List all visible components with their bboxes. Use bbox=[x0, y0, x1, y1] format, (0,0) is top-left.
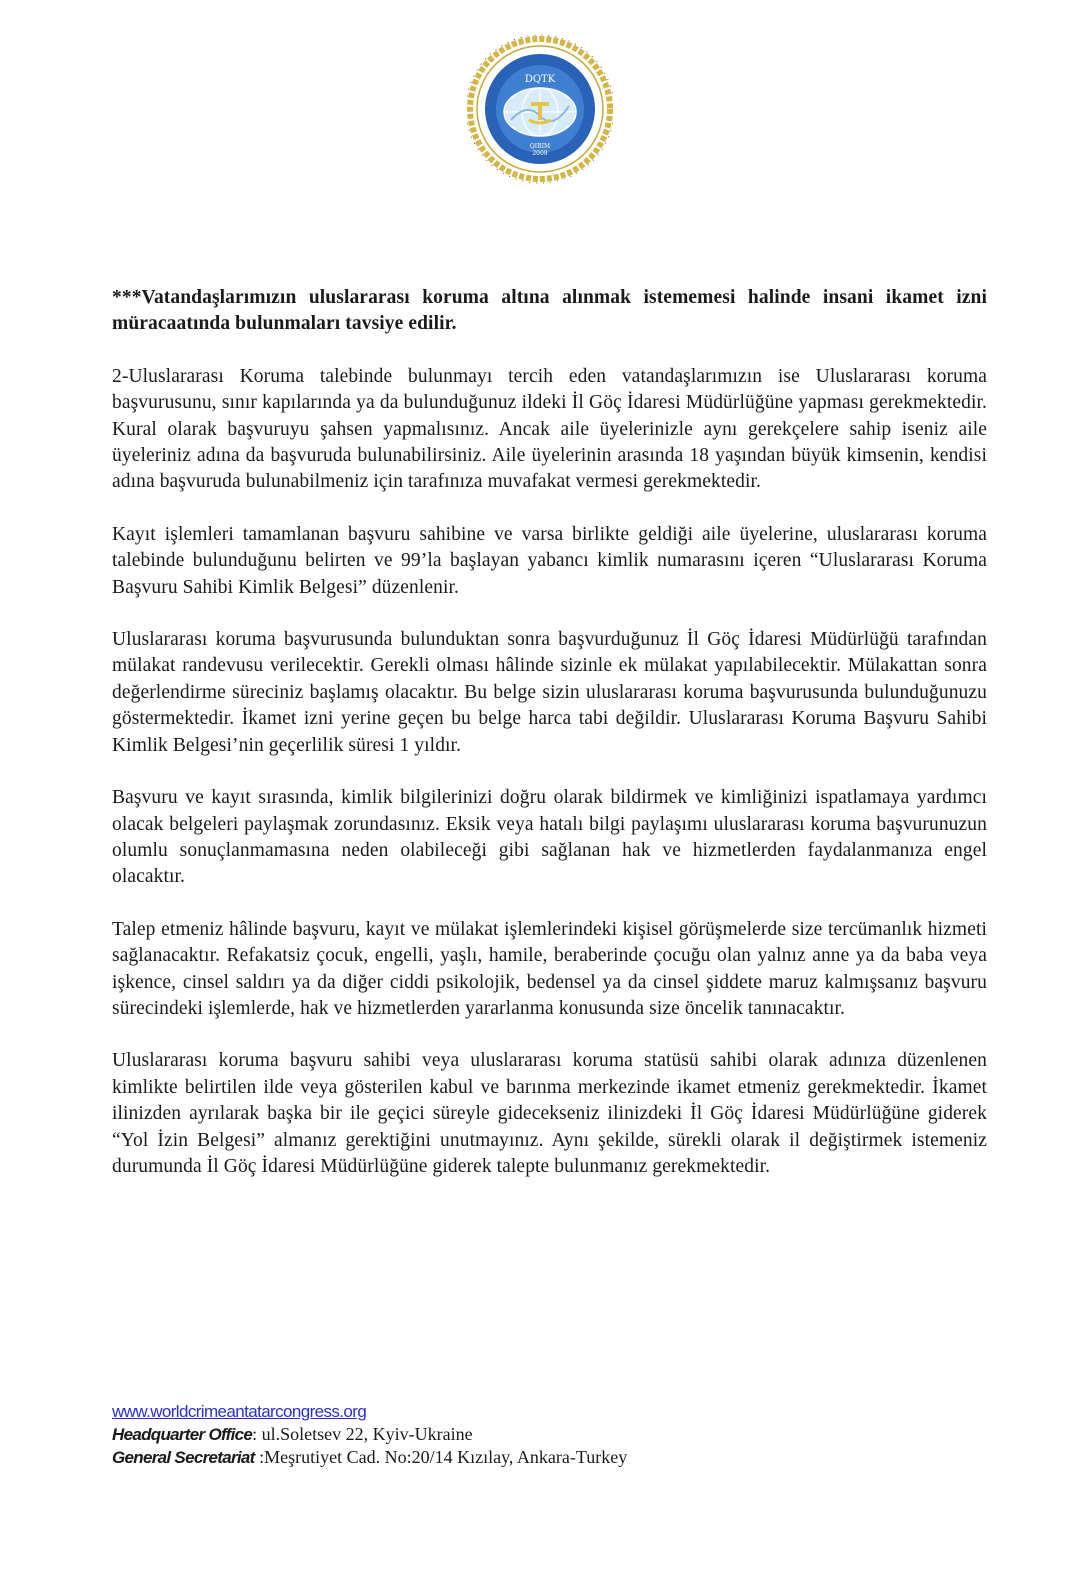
document-body bbox=[112, 285, 987, 1206]
secretariat-label: General Secretariat bbox=[112, 1448, 255, 1467]
website-link[interactable]: www.worldcrimeantatarcongress.org bbox=[112, 1402, 367, 1421]
headquarter-line bbox=[112, 1423, 812, 1446]
paragraph-application-procedure: 2-Uluslararası Koruma talebinde bulunmayı tercih eden vatandaşlarımızın ise Uluslararası koruma başvurusunu, sınır kapılarında ya da bulunduğunuz ildeki İl Göç İdaresi Müdürlüğüne yapması gerekmektedir. Kural olarak başvuruyu şahsen yapmalısınız. Ancak aile üyelerinizle aynı gerekçelere sahip iseniz aile üyeleriniz adına da başvuruda bulunabilirsiniz. Aile üyelerinin arasında 18 yaşından büyük kimsenin, kendisi adına başvuruda bulunabilmeniz için tarafınıza muvafakat vermesi gerekmektedir. bbox=[112, 365, 987, 493]
paragraph-interpreter-priority: Talep etmeniz hâlinde başvuru, kayıt ve mülakat işlemlerindeki kişisel görüşmelerde size tercümanlık hizmeti sağlanacaktır. Refakatsiz çocuk, engelli, yaşlı, hamile, beraberinde çocuğu olan yalnız anne ya da baba veya işkence, cinsel saldırı ya da diğer ciddi psikolojik, bedensel ya da cinsel şiddete maruz kalmışsanız başvuru sürecindeki işlemlerde, hak ve hizmetlerden yararlanma konusunda size öncelik tanınacaktır. bbox=[112, 918, 987, 1019]
dqtk-logo bbox=[467, 24, 613, 194]
secretariat-address: :Meşrutiyet Cad. No:20/14 Kızılay, Ankara-Turkey bbox=[254, 1447, 628, 1467]
logo-abbr: DQTK bbox=[524, 74, 556, 85]
logo-year: 2009 bbox=[532, 150, 548, 157]
paragraph-interview: Uluslararası koruma başvurusunda bulunduktan sonra başvurduğunuz İl Göç İdaresi Müdürlüğü tarafından mülakat randevusu verilecektir. Gerekli olması hâlinde sizinle ek mülakat yapılabilecektir. Mülakattan sonra değerlendirme süreciniz başlamış olacaktır. Bu belge sizin uluslararası koruma başvurusunda bulunduğunuzu göstermektedir. İkamet izni yerine geçen bu belge harca tabi değildir. Uluslararası Koruma Başvuru Sahibi Kimlik Belgesi’nin geçerlilik süresi 1 yıldır. bbox=[112, 629, 987, 756]
advice-note: ***Vatandaşlarımızın uluslararası koruma altına alınmak istememesi halinde insani ikamet izni müracaatında bulunmaları tavsiye edilir. bbox=[112, 287, 987, 335]
paragraph-registration-obligations: Başvuru ve kayıt sırasında, kimlik bilgilerinizi doğru olarak bildirmek ve kimliğinizi ispatlamaya yardımcı olacak belgeleri paylaşmak zorundasınız. Eksik veya hatalı bilgi paylaşımı uluslararası koruma başvurunuzun olumlu sonuçlanmamasına neden olabileceği gibi sağlanan hak ve hizmetlerden faydalanmanıza engel olacaktır. bbox=[112, 787, 987, 888]
secretariat-line bbox=[112, 1446, 812, 1469]
headquarter-address: : ul.Soletsev 22, Kyiv-Ukraine bbox=[252, 1424, 473, 1444]
letterhead-footer bbox=[112, 1400, 812, 1469]
paragraph-residence-travel: Uluslararası koruma başvuru sahibi veya uluslararası koruma statüsü sahibi olarak adınıza düzenlenen kimlikte belirtilen ilde veya gösterilen kabul ve barınma merkezinde ikamet etmeniz gerekmektedir. İkamet ilinizden ayrılarak başka bir ile geçici süreyle gidecekseniz ilinizdeki İl Göç İdaresi Müdürlüğüne giderek “Yol İzin Belgesi” almanız gerektiğini unutmayınız. Aynı şekilde, sürekli olarak il değiştirmek istemeniz durumunda İl Göç İdaresi Müdürlüğüne giderek talepte bulunmanız gerekmektedir. bbox=[112, 1050, 987, 1177]
logo-place: QIRIM bbox=[529, 143, 551, 150]
headquarter-label: Headquarter Office bbox=[112, 1425, 253, 1444]
paragraph-identity-document: Kayıt işlemleri tamamlanan başvuru sahibine ve varsa birlikte geldiği aile üyelerine, uluslararası koruma talebinde bulunduğunu belirten ve 99’la başlayan yabancı kimlik numarasını içeren “Uluslararası Koruma Başvuru Sahibi Kimlik Belgesi” düzenlenir. bbox=[112, 523, 987, 598]
